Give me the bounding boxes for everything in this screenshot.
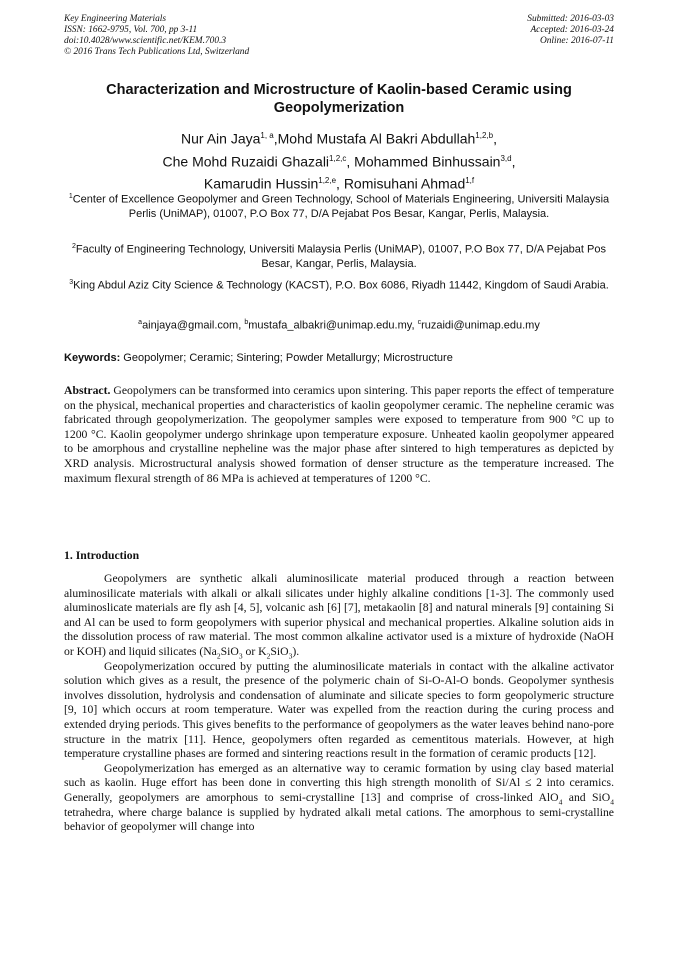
- author-name: , Romisuhani Ahmad: [336, 175, 466, 192]
- introduction-body: [64, 572, 614, 835]
- journal-info: [64, 14, 249, 58]
- keywords-text: Geopolymer; Ceramic; Sintering; Powder Metallurgy; Microstructure: [120, 352, 453, 364]
- affiliation-number: 1: [68, 193, 73, 200]
- submitted-date: Submitted: 2016-03-03: [527, 14, 614, 24]
- author-name: Nur Ain Jaya: [181, 130, 261, 147]
- email-address: ainjaya@gmail.com,: [142, 319, 245, 332]
- abstract: [64, 384, 614, 486]
- email-address: mustafa_albakri@unimap.edu.my,: [248, 319, 418, 332]
- email-address: ruzaidi@unimap.edu.my: [421, 319, 540, 332]
- paragraph-text: Geopolymers are synthetic alkali aluminosilicate material produced through a reaction between aluminosilicate materials with alkali or alkali silicates under highly alkaline conditions [1-3]. The commonly used aluminoslicate materials are fly ash [4, 5], volcanic ash [6] [7], metakaolin [8] and natural minerals [9] containing Si and Al can be used to form geopolymers with superior physical and mechanical properties. Alkaline solution aids in the dissolution process of raw material. The most common alkaline activator used is a mixture of hydroxide (NaOH or KOH) and liquid silicates (Na: [64, 572, 614, 658]
- subscript: 2: [216, 651, 221, 661]
- affiliation-text: Faculty of Engineering Technology, Universiti Malaysia Perlis (UniMAP), 01007, P.O Box 77, D/A Pejabat Pos Besar, Kangar, Perlis, Malaysia.: [75, 243, 606, 270]
- author-name: Che Mohd Ruzaidi Ghazali: [162, 153, 330, 170]
- author-affil-sup: 3,d: [500, 153, 512, 163]
- journal-issn: ISSN: 1662-9795, Vol. 700, pp 3-11: [64, 25, 198, 35]
- email-marker: c: [417, 319, 422, 326]
- author-name: ,Mohd Mustafa Al Bakri Abdullah: [273, 130, 476, 147]
- affiliation-3: [64, 276, 614, 293]
- subscript: 4: [610, 797, 614, 807]
- abstract-text: Geopolymers can be transformed into ceramics upon sintering. This paper reports the effect of temperature on the physical, mechanical properties and characteristics of kaolin geopolymer ceramic. The nepheline ceramic was fabricated through geopolymerization. The geopolymer samples were exposed to temperature from 900 °C up to 1200 °C. Kaolin geopolymer undergo shrinkage upon temperature exposure. Unheated kaolin geopolymer appeared to be amorphous and crystalline nepheline was the major phase after sintered to high temperatures as depicted by XRD analysis. Microstructural analysis showed formation of denser structure as the temperature increased. The maximum flexural strength of 86 MPa is achieved at temperatures of 1200 °C.: [64, 384, 614, 485]
- journal-copyright: © 2016 Trans Tech Publications Ltd, Switzerland: [64, 47, 250, 57]
- paragraph-text: tetrahedra, where charge balance is supplied by hydrated alkali metal cations. The amorphous to semi-crystalline behavior of geopolymer will change into: [64, 805, 614, 834]
- subscript: 4: [558, 797, 563, 807]
- email-marker: a: [138, 319, 143, 326]
- keywords-label: Keywords:: [64, 352, 121, 364]
- paragraph: [64, 762, 614, 835]
- email-marker: b: [244, 319, 249, 326]
- paragraph-text: SiO: [220, 644, 239, 658]
- affiliation-number: 3: [69, 279, 74, 286]
- author-affil-sup: 1,2,c: [329, 153, 347, 163]
- paragraph: Geopolymerization occured by putting the aluminosilicate materials in contact with the alkaline activator solution which gives as a result, the presence of the polymeric chain of Si-O-Al-O bonds. Geopolymer synthesis involves dissolution, hydrolysis and condensation of aluminate and silicate species to form geopolymeric structure [9, 10] which occurs at room temperature. Water was expelled from the reaction during the curing process and extended drying periods. This gives benefits to the performance of geopolymers as the water leaves behind nano-pore structure in the matrix [11]. Hence, geopolymers often regarded as cementitous materials. However, at high temperature crystalline phases are formed and sintering reactions result in the formation of ceramic products [12].: [64, 659, 614, 761]
- author-affil-sup: 1,f: [465, 176, 475, 186]
- author-name: , Mohammed Binhussain: [346, 153, 501, 170]
- author-affil-sup: 1, a: [260, 131, 274, 140]
- paragraph-text: or K: [242, 644, 267, 658]
- paragraph-text: Geopolymerization has emerged as an alternative way to ceramic formation by using clay based material such as kaolin. Huge effort has been done in converting this high strength monolith of Si/Al ≤ 2 into ceramics. Generally, geopolymers are amorphous to semi-crystalline [13] and comprise of cross-linked AlO: [64, 761, 614, 804]
- affiliation-2: [64, 240, 614, 271]
- paper-title: Characterization and Microstructure of Kaolin-based Ceramic using Geopolymerization: [106, 82, 572, 116]
- author-affil-sup: 1,2,e: [318, 176, 337, 186]
- journal-doi: doi:10.4028/www.scientific.net/KEM.700.3: [64, 36, 227, 46]
- subscript: 2: [266, 651, 271, 661]
- online-date: Online: 2016-07-11: [539, 36, 614, 46]
- subscript: 3: [288, 651, 293, 661]
- journal-name: Key Engineering Materials: [64, 14, 167, 24]
- author-name: Kamarudin Hussin: [203, 175, 319, 192]
- paragraph-text: ).: [292, 644, 300, 658]
- keywords: [64, 351, 614, 365]
- affiliation-1: [64, 190, 614, 221]
- affiliation-text: King Abdul Aziz City Science & Technology (KACST), P.O. Box 6086, Riyadh 11442, Kingdom of Saudi Arabia.: [73, 279, 609, 292]
- paragraph: [64, 572, 614, 660]
- author-separator: ,: [511, 153, 516, 170]
- author-list: [64, 126, 614, 194]
- accepted-date: Accepted: 2016-03-24: [530, 25, 614, 35]
- email-list: [64, 316, 614, 333]
- paragraph-text: SiO: [270, 644, 289, 658]
- section-heading: 1. Introduction: [64, 549, 140, 562]
- affiliation-number: 2: [71, 243, 76, 250]
- affiliation-text: Center of Excellence Geopolymer and Green Technology, School of Materials Engineering, Universiti Malaysia Perlis (UniMAP), 01007, P.O Box 77, D/A Pejabat Pos Besar, Kangar, Perlis, Malaysia.: [72, 193, 610, 220]
- abstract-label: Abstract.: [64, 384, 111, 397]
- author-separator: ,: [493, 130, 497, 147]
- author-affil-sup: 1,2,b: [475, 131, 494, 140]
- publication-dates: [527, 14, 614, 47]
- paragraph-text: and SiO: [562, 790, 611, 804]
- subscript: 3: [238, 651, 243, 661]
